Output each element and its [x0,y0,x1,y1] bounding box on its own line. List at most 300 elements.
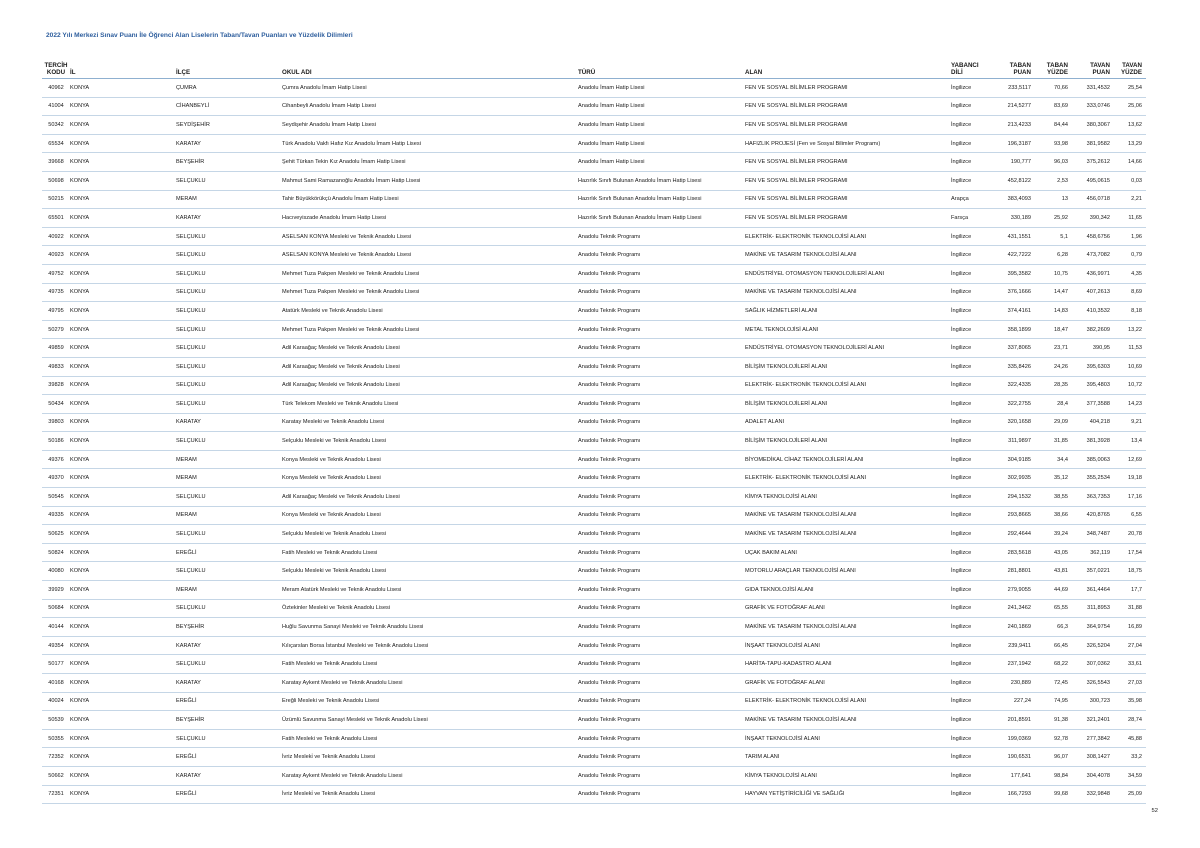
cell-taban-puan: 376,1666 [998,283,1035,302]
header-turu: TÜRÜ [578,53,745,79]
cell-tercih-kodu: 72352 [42,748,70,767]
cell-taban-puan: 196,3187 [998,134,1035,153]
cell-tavan-puan: 326,5543 [1072,674,1114,693]
cell-ilce: SELÇUKLU [176,283,282,302]
cell-alan: SAĞLIK HİZMETLERİ ALANI [745,302,951,321]
table-row [42,320,1146,339]
cell-turu: Anadolu Teknik Programı [578,320,745,339]
cell-yabanci-dili: İngilizce [951,79,998,98]
cell-alan: METAL TEKNOLOJİSİ ALANI [745,320,951,339]
cell-taban-puan: 201,8591 [998,711,1035,730]
cell-ilce: CİHANBEYLİ [176,97,282,116]
cell-ilce: SELÇUKLU [176,488,282,507]
cell-turu: Anadolu Teknik Programı [578,692,745,711]
cell-tavan-yuzde: 16,89 [1114,618,1146,637]
cell-alan: BİLİŞİM TEKNOLOJİLERİ ALANI [745,432,951,451]
table-row [42,264,1146,283]
cell-tavan-yuzde: 33,61 [1114,655,1146,674]
cell-okul-adi: Hacıveyiszade Anadolu İmam Hatip Lisesi [282,209,578,228]
cell-okul-adi: Türk Anadolu Vakfı Hafız Kız Anadolu İmam Hatip Lisesi [282,134,578,153]
cell-turu: Anadolu İmam Hatip Lisesi [578,134,745,153]
cell-tavan-puan: 390,342 [1072,209,1114,228]
cell-ilce: SELÇUKLU [176,264,282,283]
cell-il: KONYA [70,320,176,339]
cell-taban-yuzde: 25,92 [1035,209,1072,228]
cell-il: KONYA [70,692,176,711]
cell-yabanci-dili: İngilizce [951,655,998,674]
table-row [42,432,1146,451]
cell-yabanci-dili: İngilizce [951,581,998,600]
header-tavan-yuzde-line1: TAVAN [1122,62,1142,69]
cell-okul-adi: Türk Telekom Mesleki ve Teknik Anadolu Lisesi [282,395,578,414]
cell-ilce: KARATAY [176,674,282,693]
cell-taban-yuzde: 18,47 [1035,320,1072,339]
cell-alan: HAFIZLIK PROJESİ (Fen ve Sosyal Bilimler Programı) [745,134,951,153]
cell-yabanci-dili: İngilizce [951,636,998,655]
cell-tavan-puan: 348,7487 [1072,525,1114,544]
cell-yabanci-dili: İngilizce [951,395,998,414]
cell-yabanci-dili: İngilizce [951,599,998,618]
cell-turu: Anadolu Teknik Programı [578,432,745,451]
cell-turu: Anadolu Teknik Programı [578,655,745,674]
cell-il: KONYA [70,376,176,395]
cell-turu: Anadolu Teknik Programı [578,636,745,655]
table-row [42,543,1146,562]
cell-tavan-yuzde: 13,62 [1114,116,1146,135]
cell-taban-puan: 337,8065 [998,339,1035,358]
cell-yabanci-dili: İngilizce [951,729,998,748]
cell-tavan-yuzde: 4,35 [1114,264,1146,283]
cell-turu: Anadolu Teknik Programı [578,562,745,581]
cell-tavan-yuzde: 13,29 [1114,134,1146,153]
cell-tavan-puan: 326,5204 [1072,636,1114,655]
cell-okul-adi: Karatay Mesleki ve Teknik Anadolu Lisesi [282,413,578,432]
cell-il: KONYA [70,413,176,432]
cell-tercih-kodu: 50186 [42,432,70,451]
cell-okul-adi: Konya Mesleki ve Teknik Anadolu Lisesi [282,506,578,525]
cell-alan: ENDÜSTRİYEL OTOMASYON TEKNOLOJİLERİ ALANI [745,339,951,358]
cell-taban-puan: 330,189 [998,209,1035,228]
cell-okul-adi: Fatih Mesleki ve Teknik Anadolu Lisesi [282,655,578,674]
cell-taban-puan: 241,3462 [998,599,1035,618]
cell-ilce: SELÇUKLU [176,562,282,581]
cell-tavan-yuzde: 8,18 [1114,302,1146,321]
cell-tavan-yuzde: 34,59 [1114,766,1146,785]
table-row [42,674,1146,693]
cell-il: KONYA [70,543,176,562]
cell-tavan-puan: 377,3588 [1072,395,1114,414]
header-tercih-kodu-line2: KODU [46,69,66,76]
cell-tavan-yuzde: 19,18 [1114,469,1146,488]
header-tavan-puan-line1: TAVAN [1090,62,1110,69]
cell-yabanci-dili: İngilizce [951,488,998,507]
cell-il: KONYA [70,562,176,581]
cell-tavan-puan: 495,0615 [1072,171,1114,190]
cell-tercih-kodu: 39828 [42,376,70,395]
cell-okul-adi: Selçuklu Mesleki ve Teknik Anadolu Lisesi [282,562,578,581]
cell-yabanci-dili: İngilizce [951,97,998,116]
table-row [42,525,1146,544]
cell-okul-adi: Cihanbeyli Anadolu İmam Hatip Lisesi [282,97,578,116]
cell-ilce: KARATAY [176,209,282,228]
cell-taban-puan: 358,1899 [998,320,1035,339]
cell-ilce: MERAM [176,190,282,209]
cell-ilce: SELÇUKLU [176,357,282,376]
cell-taban-puan: 190,6531 [998,748,1035,767]
table-row [42,339,1146,358]
table-row [42,562,1146,581]
cell-taban-yuzde: 13 [1035,190,1072,209]
cell-il: KONYA [70,636,176,655]
header-tercih-kodu [42,53,70,79]
cell-yabanci-dili: İngilizce [951,116,998,135]
cell-alan: GIDA TEKNOLOJİSİ ALANI [745,581,951,600]
cell-tavan-yuzde: 25,09 [1114,785,1146,804]
cell-il: KONYA [70,246,176,265]
cell-taban-yuzde: 43,05 [1035,543,1072,562]
cell-okul-adi: Selçuklu Mesleki ve Teknik Anadolu Lisesi [282,432,578,451]
header-tercih-kodu-line1: TERCİH [44,62,68,69]
cell-taban-yuzde: 28,4 [1035,395,1072,414]
cell-il: KONYA [70,153,176,172]
cell-taban-yuzde: 10,75 [1035,264,1072,283]
cell-okul-adi: Mahmut Sami Ramazanoğlu Anadolu İmam Hatip Lisesi [282,171,578,190]
table-row [42,618,1146,637]
cell-tercih-kodu: 49370 [42,469,70,488]
cell-tavan-puan: 355,2534 [1072,469,1114,488]
cell-tavan-puan: 456,0718 [1072,190,1114,209]
cell-taban-yuzde: 70,66 [1035,79,1072,98]
cell-yabanci-dili: İngilizce [951,357,998,376]
cell-ilce: MERAM [176,506,282,525]
cell-okul-adi: Üzümlü Savunma Sanayi Mesleki ve Teknik Anadolu Lisesi [282,711,578,730]
cell-ilce: EREĞLİ [176,785,282,804]
cell-tercih-kodu: 40168 [42,674,70,693]
cell-alan: MAKİNE VE TASARIM TEKNOLOJİSİ ALANI [745,711,951,730]
cell-okul-adi: Adil Karaağaç Mesleki ve Teknik Anadolu Lisesi [282,357,578,376]
header-tavan-yuzde [1114,53,1146,79]
cell-taban-puan: 452,8122 [998,171,1035,190]
cell-ilce: KARATAY [176,636,282,655]
cell-tavan-yuzde: 0,03 [1114,171,1146,190]
cell-il: KONYA [70,302,176,321]
cell-ilce: SEYDİŞEHİR [176,116,282,135]
cell-okul-adi: Mehmet Tuza Pakpen Mesleki ve Teknik Anadolu Lisesi [282,320,578,339]
cell-okul-adi: Şehit Türkan Tekin Kız Anadolu İmam Hatip Lisesi [282,153,578,172]
cell-taban-puan: 422,7222 [998,246,1035,265]
cell-ilce: MERAM [176,450,282,469]
cell-tavan-puan: 390,95 [1072,339,1114,358]
cell-tavan-yuzde: 8,69 [1114,283,1146,302]
cell-tavan-yuzde: 12,69 [1114,450,1146,469]
cell-okul-adi: Karatay Aykent Mesleki ve Teknik Anadolu Lisesi [282,766,578,785]
cell-taban-puan: 322,4335 [998,376,1035,395]
cell-turu: Anadolu Teknik Programı [578,785,745,804]
cell-tercih-kodu: 39803 [42,413,70,432]
cell-ilce: SELÇUKLU [176,227,282,246]
cell-okul-adi: Mehmet Tuza Pakpen Mesleki ve Teknik Anadolu Lisesi [282,283,578,302]
cell-tavan-yuzde: 11,65 [1114,209,1146,228]
cell-il: KONYA [70,283,176,302]
cell-taban-puan: 237,1942 [998,655,1035,674]
cell-taban-yuzde: 93,98 [1035,134,1072,153]
cell-yabanci-dili: İngilizce [951,618,998,637]
cell-tavan-puan: 331,4532 [1072,79,1114,98]
cell-yabanci-dili: Farsça [951,209,998,228]
cell-tercih-kodu: 49735 [42,283,70,302]
cell-alan: GRAFİK VE FOTOĞRAF ALANI [745,674,951,693]
cell-tavan-yuzde: 6,55 [1114,506,1146,525]
cell-yabanci-dili: İngilizce [951,525,998,544]
cell-ilce: SELÇUKLU [176,302,282,321]
table-row [42,116,1146,135]
cell-tavan-yuzde: 13,22 [1114,320,1146,339]
cell-alan: ELEKTRİK- ELEKTRONİK TEKNOLOJİSİ ALANI [745,376,951,395]
cell-taban-yuzde: 68,22 [1035,655,1072,674]
cell-tavan-yuzde: 31,88 [1114,599,1146,618]
cell-okul-adi: ASELSAN KONYA Mesleki ve Teknik Anadolu Lisesi [282,246,578,265]
cell-ilce: SELÇUKLU [176,376,282,395]
cell-tavan-puan: 410,3532 [1072,302,1114,321]
cell-ilce: BEYŞEHİR [176,618,282,637]
table-row [42,692,1146,711]
cell-tercih-kodu: 40024 [42,692,70,711]
header-tavan-yuzde-line2: YÜZDE [1121,69,1142,76]
cell-il: KONYA [70,116,176,135]
cell-taban-puan: 279,9055 [998,581,1035,600]
cell-il: KONYA [70,227,176,246]
table-row [42,785,1146,804]
cell-taban-yuzde: 84,44 [1035,116,1072,135]
cell-taban-puan: 395,3582 [998,264,1035,283]
cell-okul-adi: Mehmet Tuza Pakpen Mesleki ve Teknik Anadolu Lisesi [282,264,578,283]
cell-taban-puan: 281,8801 [998,562,1035,581]
cell-turu: Anadolu Teknik Programı [578,729,745,748]
cell-turu: Anadolu Teknik Programı [578,413,745,432]
cell-alan: MAKİNE VE TASARIM TEKNOLOJİSİ ALANI [745,283,951,302]
cell-ilce: SELÇUKLU [176,246,282,265]
header-taban-puan-line2: PUAN [1013,69,1031,76]
cell-taban-puan: 227,24 [998,692,1035,711]
cell-yabanci-dili: İngilizce [951,432,998,451]
cell-tavan-puan: 308,1427 [1072,748,1114,767]
cell-tercih-kodu: 50684 [42,599,70,618]
cell-tavan-yuzde: 11,53 [1114,339,1146,358]
cell-tavan-puan: 381,3928 [1072,432,1114,451]
table-row [42,395,1146,414]
cell-il: KONYA [70,469,176,488]
table-row [42,766,1146,785]
cell-turu: Anadolu Teknik Programı [578,599,745,618]
cell-yabanci-dili: İngilizce [951,562,998,581]
cell-turu: Anadolu İmam Hatip Lisesi [578,153,745,172]
cell-yabanci-dili: İngilizce [951,376,998,395]
cell-tavan-yuzde: 1,96 [1114,227,1146,246]
cell-tercih-kodu: 49752 [42,264,70,283]
cell-il: KONYA [70,488,176,507]
header-taban-yuzde-line1: TABAN [1046,62,1068,69]
cell-alan: HARİTA-TAPU-KADASTRO ALANI [745,655,951,674]
cell-il: KONYA [70,450,176,469]
cell-tavan-puan: 407,2613 [1072,283,1114,302]
cell-taban-puan: 199,0369 [998,729,1035,748]
cell-turu: Anadolu Teknik Programı [578,264,745,283]
cell-alan: KİMYA TEKNOLOJİSİ ALANI [745,766,951,785]
cell-tavan-puan: 277,3842 [1072,729,1114,748]
cell-il: KONYA [70,209,176,228]
cell-tercih-kodu: 50434 [42,395,70,414]
cell-turu: Anadolu Teknik Programı [578,711,745,730]
table-row [42,153,1146,172]
cell-taban-yuzde: 14,83 [1035,302,1072,321]
cell-il: KONYA [70,674,176,693]
cell-okul-adi: Adil Karaağaç Mesleki ve Teknik Anadolu Lisesi [282,376,578,395]
cell-tavan-puan: 311,8953 [1072,599,1114,618]
cell-okul-adi: Adil Karaağaç Mesleki ve Teknik Anadolu Lisesi [282,488,578,507]
cell-alan: ELEKTRİK- ELEKTRONİK TEKNOLOJİSİ ALANI [745,227,951,246]
cell-okul-adi: Ereğli Mesleki ve Teknik Anadolu Lisesi [282,692,578,711]
cell-alan: İNŞAAT TEKNOLOJİSİ ALANI [745,729,951,748]
cell-tavan-puan: 380,3067 [1072,116,1114,135]
cell-yabanci-dili: İngilizce [951,785,998,804]
cell-yabanci-dili: İngilizce [951,302,998,321]
cell-taban-puan: 214,5277 [998,97,1035,116]
cell-yabanci-dili: İngilizce [951,153,998,172]
cell-taban-yuzde: 35,12 [1035,469,1072,488]
cell-taban-yuzde: 92,78 [1035,729,1072,748]
cell-tavan-yuzde: 45,88 [1114,729,1146,748]
table-row [42,190,1146,209]
cell-okul-adi: Fatih Mesleki ve Teknik Anadolu Lisesi [282,729,578,748]
cell-taban-puan: 283,5618 [998,543,1035,562]
cell-yabanci-dili: Arapça [951,190,998,209]
cell-alan: MAKİNE VE TASARIM TEKNOLOJİSİ ALANI [745,246,951,265]
cell-alan: İNŞAAT TEKNOLOJİSİ ALANI [745,636,951,655]
cell-tercih-kodu: 50625 [42,525,70,544]
cell-tercih-kodu: 49795 [42,302,70,321]
cell-yabanci-dili: İngilizce [951,506,998,525]
cell-okul-adi: Öztekinler Mesleki ve Teknik Anadolu Lisesi [282,599,578,618]
cell-il: KONYA [70,264,176,283]
cell-ilce: SELÇUKLU [176,525,282,544]
cell-taban-puan: 311,9897 [998,432,1035,451]
cell-taban-yuzde: 39,24 [1035,525,1072,544]
table-row [42,729,1146,748]
cell-taban-puan: 166,7293 [998,785,1035,804]
header-yabanci-dili-line2: DİLİ [951,69,963,76]
cell-taban-puan: 320,1658 [998,413,1035,432]
cell-tavan-puan: 333,0746 [1072,97,1114,116]
cell-turu: Anadolu İmam Hatip Lisesi [578,79,745,98]
cell-il: KONYA [70,190,176,209]
cell-tavan-puan: 304,4078 [1072,766,1114,785]
cell-alan: BİLİŞİM TEKNOLOJİLERİ ALANI [745,395,951,414]
header-taban-yuzde [1035,53,1072,79]
cell-alan: BİYOMEDİKAL CİHAZ TEKNOLOJİLERİ ALANI [745,450,951,469]
cell-taban-puan: 294,1532 [998,488,1035,507]
cell-taban-yuzde: 5,1 [1035,227,1072,246]
cell-tercih-kodu: 50662 [42,766,70,785]
table-row [42,581,1146,600]
cell-taban-yuzde: 91,38 [1035,711,1072,730]
header-row [42,53,1146,79]
cell-tercih-kodu: 65501 [42,209,70,228]
cell-taban-puan: 431,1551 [998,227,1035,246]
scores-table [42,53,1146,804]
cell-taban-yuzde: 72,45 [1035,674,1072,693]
cell-alan: MOTORLU ARAÇLAR TEKNOLOJİSİ ALANI [745,562,951,581]
cell-yabanci-dili: İngilizce [951,543,998,562]
cell-taban-yuzde: 66,3 [1035,618,1072,637]
cell-turu: Anadolu Teknik Programı [578,581,745,600]
cell-tercih-kodu: 49335 [42,506,70,525]
cell-yabanci-dili: İngilizce [951,413,998,432]
page-title: 2022 Yılı Merkezi Sınav Puanı İle Öğrenci Alan Liselerin Taban/Tavan Puanları ve Yüzdelik Dilimleri [46,32,353,39]
cell-ilce: MERAM [176,469,282,488]
table-row [42,283,1146,302]
cell-tercih-kodu: 49376 [42,450,70,469]
cell-yabanci-dili: İngilizce [951,339,998,358]
cell-il: KONYA [70,599,176,618]
cell-turu: Anadolu Teknik Programı [578,376,745,395]
cell-turu: Anadolu Teknik Programı [578,469,745,488]
cell-turu: Anadolu Teknik Programı [578,543,745,562]
header-il: İL [70,53,176,79]
cell-okul-adi: İvriz Mesleki̇ ve Teknik Anadolu Lisesi [282,748,578,767]
cell-alan: FEN VE SOSYAL BİLİMLER PROGRAMI [745,153,951,172]
cell-tercih-kodu: 50355 [42,729,70,748]
header-yabanci-dili [951,53,998,79]
cell-tercih-kodu: 49859 [42,339,70,358]
cell-okul-adi: Meram Atatürk Mesleki ve Teknik Anadolu Lisesi [282,581,578,600]
header-tavan-puan-line2: PUAN [1092,69,1110,76]
cell-okul-adi: Konya Mesleki ve Teknik Anadolu Lisesi [282,469,578,488]
cell-il: KONYA [70,171,176,190]
table-row [42,655,1146,674]
cell-turu: Anadolu Teknik Programı [578,766,745,785]
cell-tavan-puan: 364,9754 [1072,618,1114,637]
cell-tercih-kodu: 50545 [42,488,70,507]
header-alan: ALAN [745,53,951,79]
cell-il: KONYA [70,711,176,730]
cell-turu: Anadolu Teknik Programı [578,246,745,265]
cell-taban-puan: 322,2755 [998,395,1035,414]
cell-tavan-yuzde: 9,21 [1114,413,1146,432]
cell-ilce: EREĞLİ [176,543,282,562]
cell-tavan-puan: 332,9848 [1072,785,1114,804]
cell-turu: Anadolu Teknik Programı [578,618,745,637]
cell-taban-yuzde: 43,81 [1035,562,1072,581]
cell-yabanci-dili: İngilizce [951,246,998,265]
cell-ilce: BEYŞEHİR [176,153,282,172]
cell-alan: MAKİNE VE TASARIM TEKNOLOJİSİ ALANI [745,618,951,637]
cell-tavan-yuzde: 17,7 [1114,581,1146,600]
cell-ilce: EREĞLİ [176,748,282,767]
cell-tavan-yuzde: 14,23 [1114,395,1146,414]
cell-tavan-yuzde: 10,69 [1114,357,1146,376]
cell-tavan-puan: 420,8765 [1072,506,1114,525]
cell-turu: Anadolu Teknik Programı [578,674,745,693]
cell-tavan-puan: 395,4803 [1072,376,1114,395]
cell-tavan-puan: 381,9582 [1072,134,1114,153]
cell-turu: Anadolu Teknik Programı [578,525,745,544]
cell-ilce: SELÇUKLU [176,339,282,358]
cell-taban-yuzde: 65,55 [1035,599,1072,618]
table-row [42,79,1146,98]
cell-tercih-kodu: 40144 [42,618,70,637]
cell-alan: MAKİNE VE TASARIM TEKNOLOJİSİ ALANI [745,506,951,525]
cell-ilce: SELÇUKLU [176,171,282,190]
